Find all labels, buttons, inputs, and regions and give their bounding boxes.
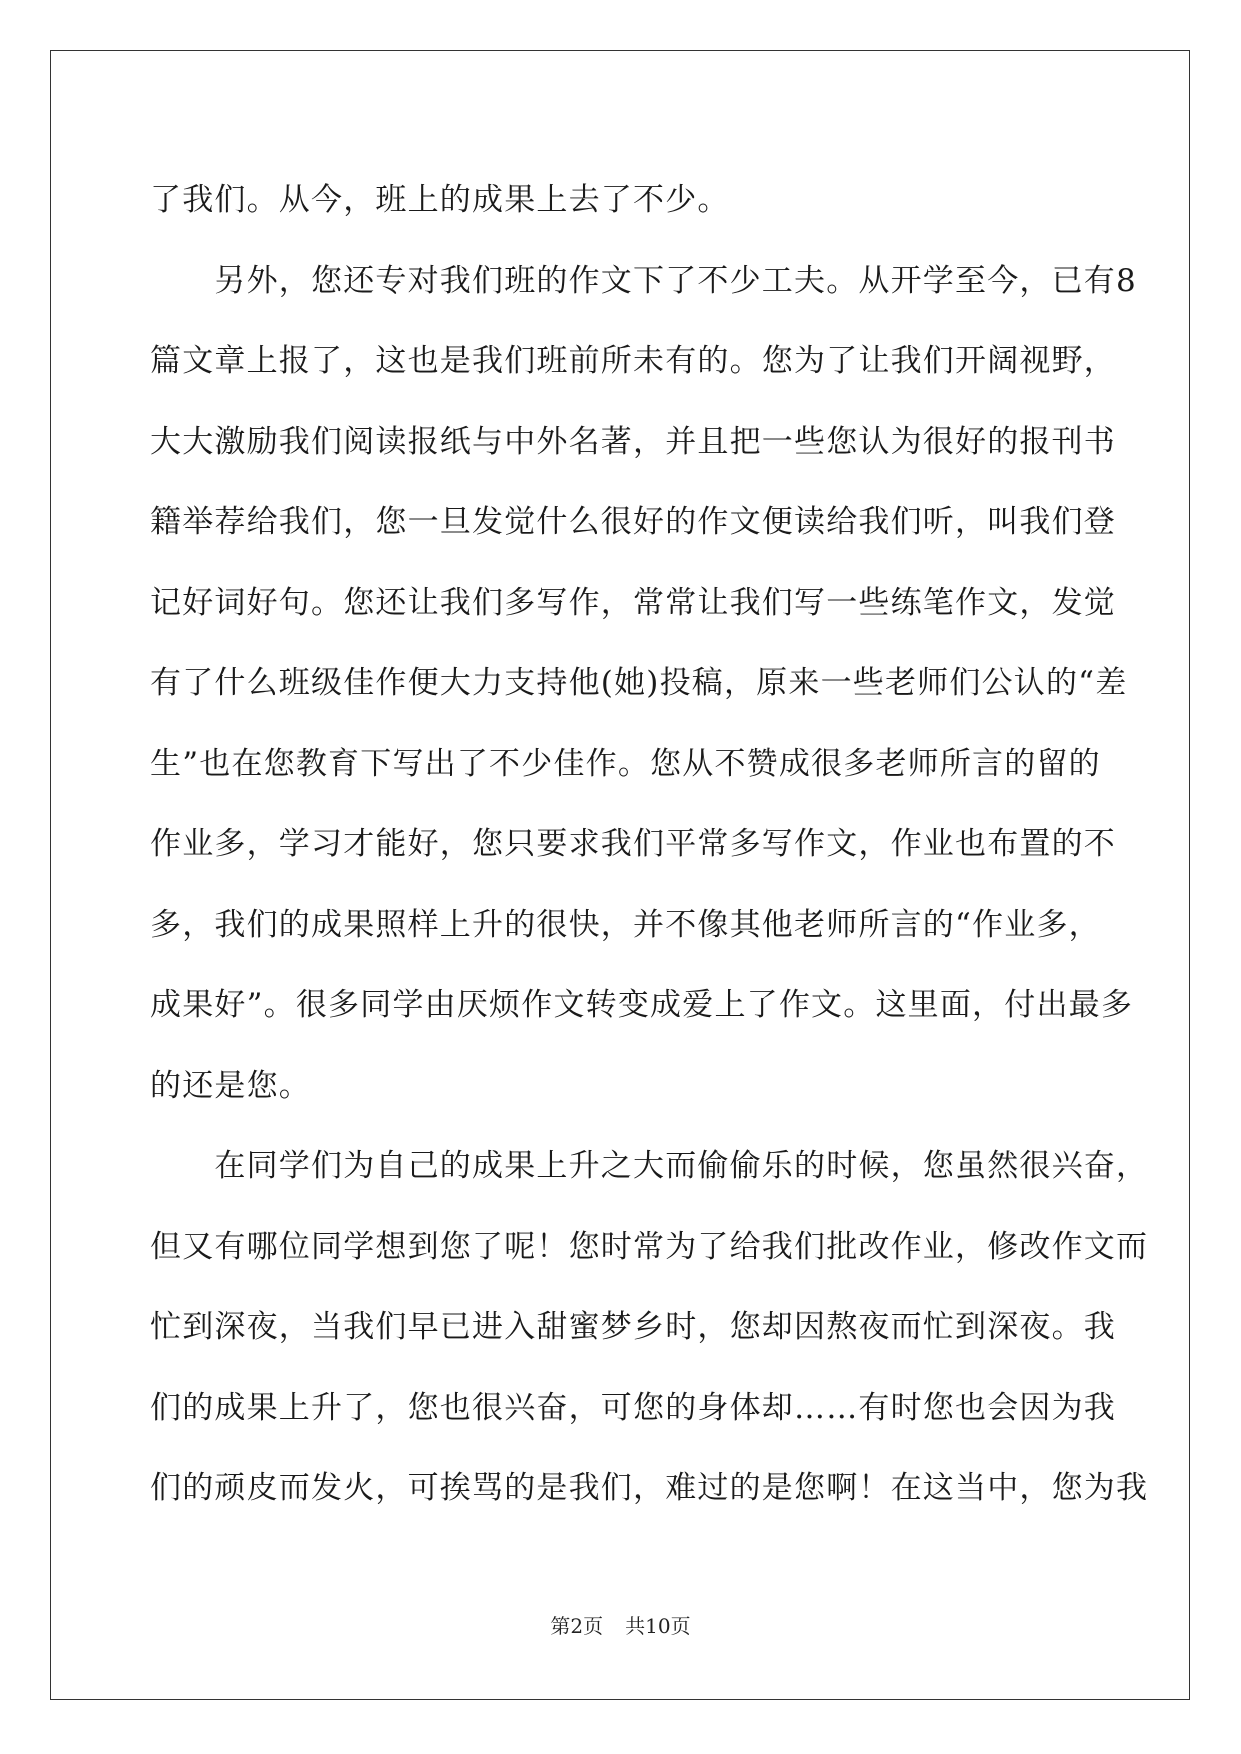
- page-footer: [0, 1610, 1241, 1639]
- page-total: 共10页: [625, 1614, 691, 1638]
- text-line: 记好词好句。您还让我们多写作，常常让我们写一些练笔作文，发觉: [150, 584, 1116, 621]
- text-line: 但又有哪位同学想到您了呢！您时常为了给我们批改作业，修改作文而: [150, 1228, 1149, 1265]
- text-line: 生”也在您教育下写出了不少佳作。您从不赞成很多老师所言的留的: [150, 745, 1101, 782]
- text-line: 作业多，学习才能好，您只要求我们平常多写作文，作业也布置的不: [150, 826, 1116, 862]
- text-line: 的还是您。: [150, 1067, 311, 1104]
- text-line: 篇文章上报了，这也是我们班前所未有的。您为了让我们开阔视野，: [150, 343, 1116, 379]
- page-number: 第2页: [550, 1614, 604, 1638]
- text-line: 成果好”。很多同学由厌烦作文转变成爱上了作文。这里面，付出最多: [150, 987, 1134, 1023]
- document-body: [150, 160, 1149, 1529]
- text-line: 忙到深夜，当我们早已进入甜蜜梦乡时，您却因熬夜而忙到深夜。我: [150, 1309, 1116, 1345]
- text-line: 有了什么班级佳作便大力支持他(她)投稿，原来一些老师们公认的“差: [150, 665, 1128, 701]
- text-line: 了我们。从今，班上的成果上去了不少。: [150, 182, 730, 218]
- text-line: 籍举荐给我们，您一旦发觉什么很好的作文便读给我们听，叫我们登: [150, 504, 1116, 540]
- text-line: 另外，您还专对我们班的作文下了不少工夫。从开学至今，已有8: [150, 262, 1137, 299]
- text-line: 大大激励我们阅读报纸与中外名著，并且把一些您认为很好的报刊书: [150, 423, 1116, 460]
- text-line: 在同学们为自己的成果上升之大而偷偷乐的时候，您虽然很兴奋，: [150, 1148, 1149, 1184]
- text-line: 们的成果上升了，您也很兴奋，可您的身体却……有时您也会因为我: [150, 1389, 1116, 1426]
- text-line: 多，我们的成果照样上升的很快，并不像其他老师所言的“作业多，: [150, 906, 1101, 943]
- text-line: 们的顽皮而发火，可挨骂的是我们，难过的是您啊！在这当中，您为我: [150, 1470, 1149, 1506]
